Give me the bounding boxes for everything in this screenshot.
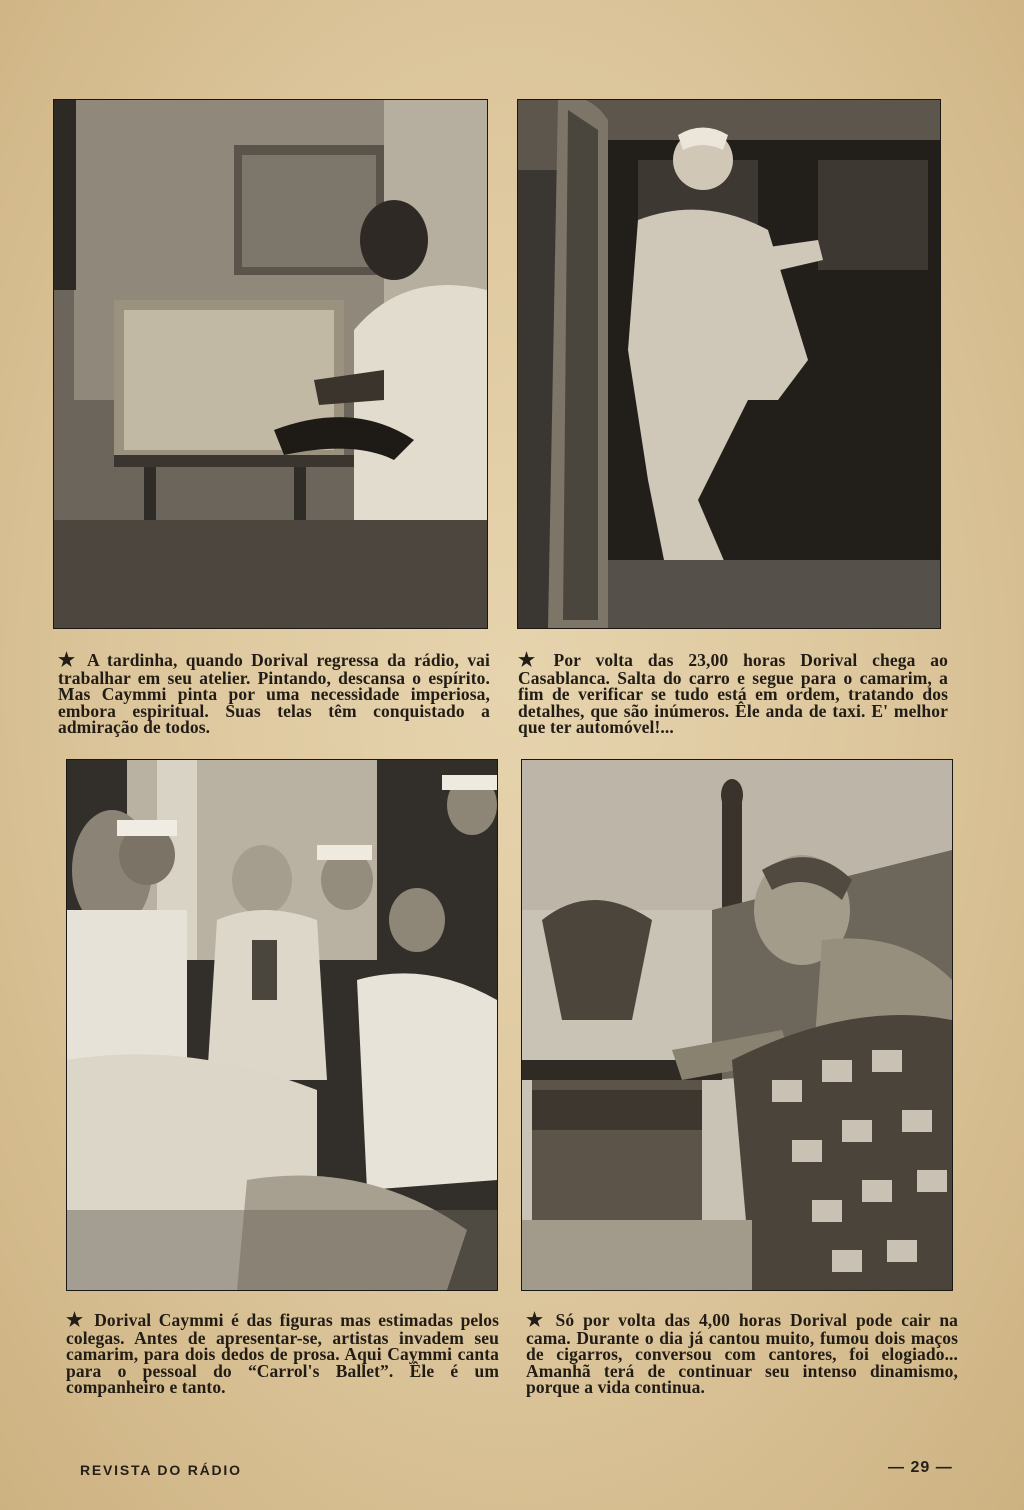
star-icon: ★ bbox=[66, 1310, 87, 1331]
photo-painting-atelier bbox=[54, 100, 487, 628]
caption-text: Por volta das 23,00 horas Dorival chega ao Casablanca. Salta do carro e segue para o camarim, a fim de verificar se tudo está em ordem, tratando dos detalhes, que são inúmeros. Êle anda de taxi. E' melhor que ter automóvel!... bbox=[518, 650, 949, 738]
photo-going-to-bed bbox=[522, 760, 952, 1290]
page-number: — 29 — bbox=[888, 1459, 953, 1476]
caption-text: Só por volta das 4,00 horas Dorival pode cair na cama. Durante o dia já cantou muito, fumou dois maços de cigarros, conversou com cantores, foi elogiado... Amanhã terá de continuar seu intenso dinamismo, porque a vida continua. bbox=[526, 1310, 958, 1398]
star-icon: ★ bbox=[526, 1310, 548, 1331]
caption-taxi bbox=[518, 652, 948, 736]
caption-dressing-room bbox=[66, 1312, 499, 1396]
caption-atelier bbox=[58, 652, 490, 736]
photo-dressing-room bbox=[67, 760, 497, 1290]
magazine-name: REVISTA DO RÁDIO bbox=[80, 1462, 242, 1478]
photo-arriving-taxi bbox=[518, 100, 940, 628]
caption-bed bbox=[526, 1312, 958, 1396]
caption-text: A tardinha, quando Dorival regressa da rádio, vai trabalhar em seu atelier. Pintando, descansa o espírito. Mas Caymmi pinta por uma necessidade imperiosa, embora espiritual. Suas telas têm conquistado a admiração de todos. bbox=[58, 650, 490, 738]
star-icon: ★ bbox=[518, 650, 546, 671]
star-icon: ★ bbox=[58, 650, 79, 671]
caption-text: Dorival Caymmi é das figuras mas estimadas pelos colegas. Antes de apresentar-se, artistas invadem seu camarim, para dois dedos de prosa. Aqui Caymmi canta para o pessoal do “Carrol's Ballet”. Êle é um companheiro e tanto. bbox=[66, 1310, 499, 1398]
